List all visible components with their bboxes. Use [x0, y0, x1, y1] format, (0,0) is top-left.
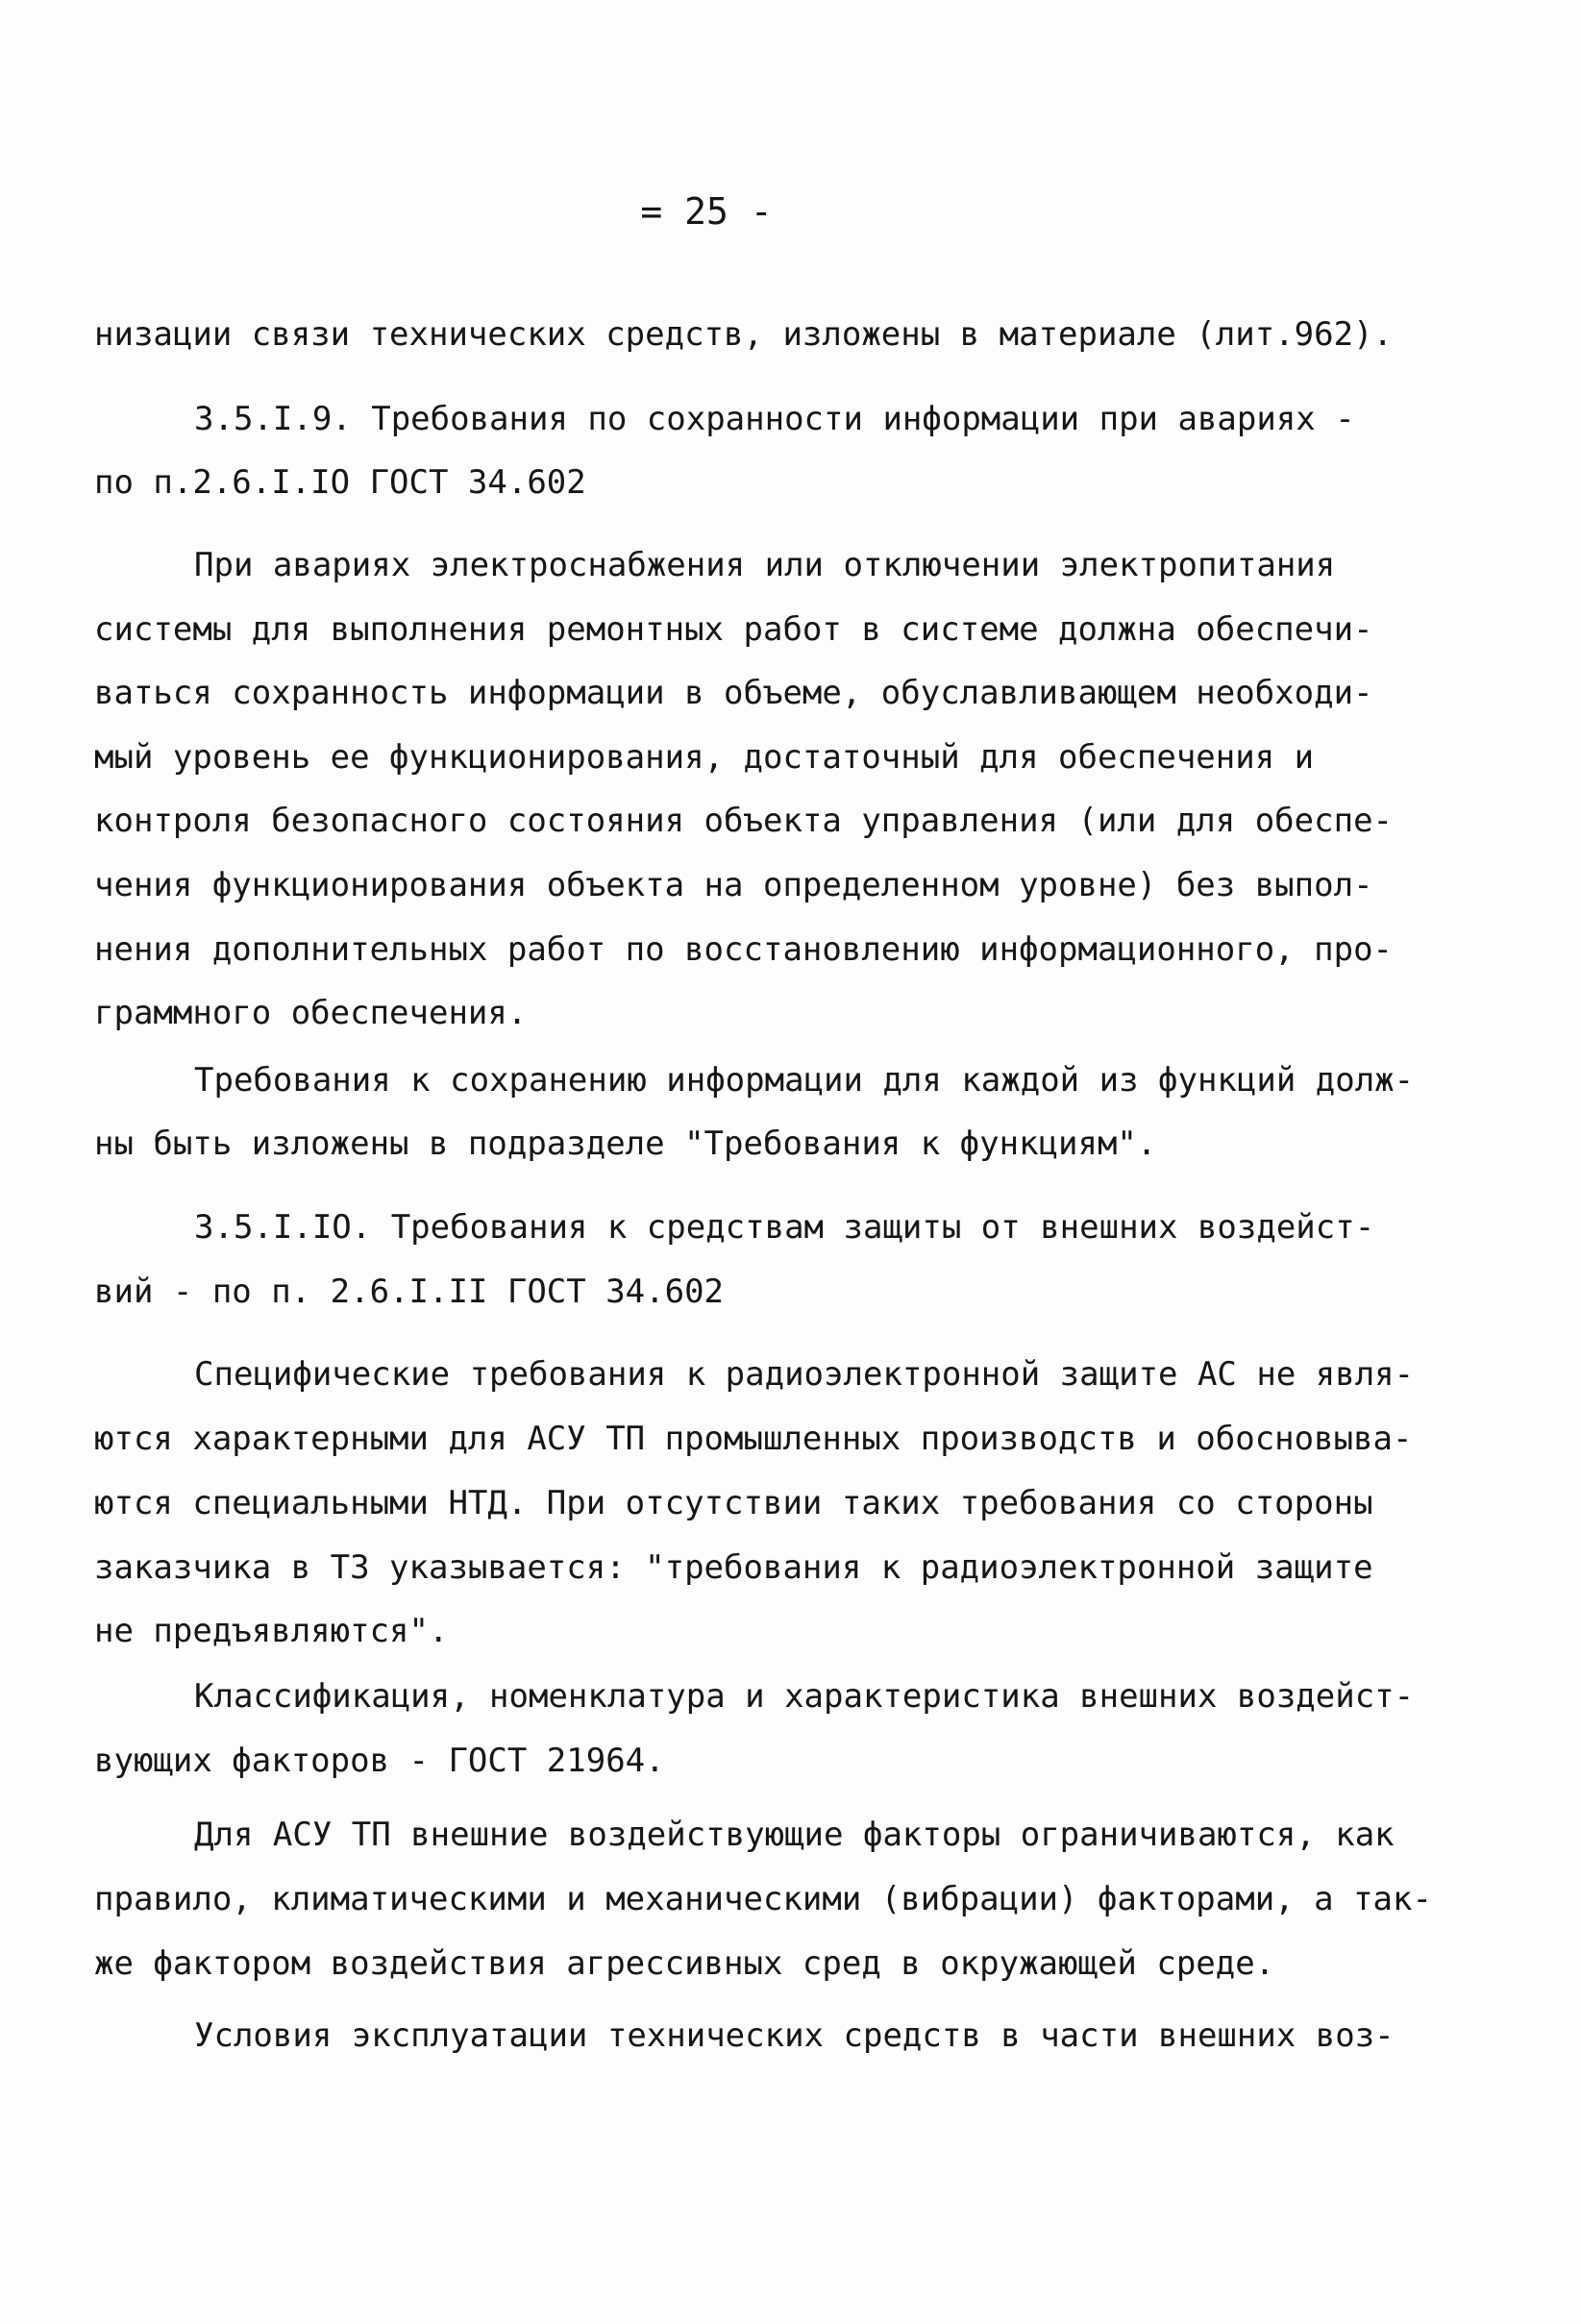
- text-line: чения функционирования объекта на определенном уровне) без выпол-: [94, 866, 1373, 904]
- section-heading-line: вий - по п. 2.6.I.II ГОСТ 34.602: [94, 1273, 725, 1311]
- text-line: граммного обеспечения.: [94, 994, 528, 1032]
- text-line: мый уровень ее функционирования, достаточный для обеспечения и: [94, 738, 1315, 777]
- text-line: ются специальными НТД. При отсутствии таких требования со стороны: [94, 1484, 1373, 1522]
- text-line: же фактором воздействия агрессивных сред в окружающей среде.: [94, 1944, 1275, 1983]
- text-line: Для АСУ ТП внешние воздействующие факторы ограничиваются, как: [194, 1816, 1395, 1854]
- text-line: низации связи технических средств, изложены в материале (лит.962).: [94, 315, 1394, 354]
- section-heading-line: 3.5.I.9. Требования по сохранности информации при авариях -: [194, 400, 1355, 438]
- text-line: Классификация, номенклатура и характеристика внешних воздейст-: [194, 1677, 1415, 1716]
- text-line: ются характерными для АСУ ТП промышленных производств и обосновыва-: [94, 1420, 1413, 1458]
- text-line: ваться сохранность информации в объеме, обуславливающем необходи-: [94, 674, 1373, 712]
- text-line: вующих факторов - ГОСТ 21964.: [94, 1742, 665, 1780]
- text-line: Требования к сохранению информации для каждой из функций долж-: [194, 1061, 1415, 1100]
- text-line: нения дополнительных работ по восстановлению информационного, про-: [94, 930, 1394, 969]
- section-heading-line: 3.5.I.IO. Требования к средствам защиты от внешних воздейст-: [194, 1208, 1375, 1247]
- text-line: системы для выполнения ремонтных работ в системе должна обеспечи-: [94, 610, 1373, 649]
- text-line: Условия эксплуатации технических средств в части внешних воз-: [194, 2016, 1395, 2055]
- text-line: правило, климатическими и механическими (вибрации) факторами, а так-: [94, 1880, 1432, 1918]
- text-line: При авариях электроснабжения или отключении электропитания: [194, 546, 1336, 584]
- page-number: = 25 -: [640, 190, 773, 233]
- text-line: не предъявляются".: [94, 1612, 449, 1650]
- text-line: ны быть изложены в подразделе "Требования к функциям".: [94, 1125, 1157, 1163]
- section-heading-line: по п.2.6.I.IO ГОСТ 34.602: [94, 463, 586, 502]
- text-line: Специфические требования к радиоэлектронной защите АС не явля-: [194, 1355, 1415, 1394]
- text-line: заказчика в ТЗ указывается: "требования к радиоэлектронной защите: [94, 1548, 1373, 1587]
- text-line: контроля безопасного состояния объекта управления (или для обеспе-: [94, 802, 1394, 840]
